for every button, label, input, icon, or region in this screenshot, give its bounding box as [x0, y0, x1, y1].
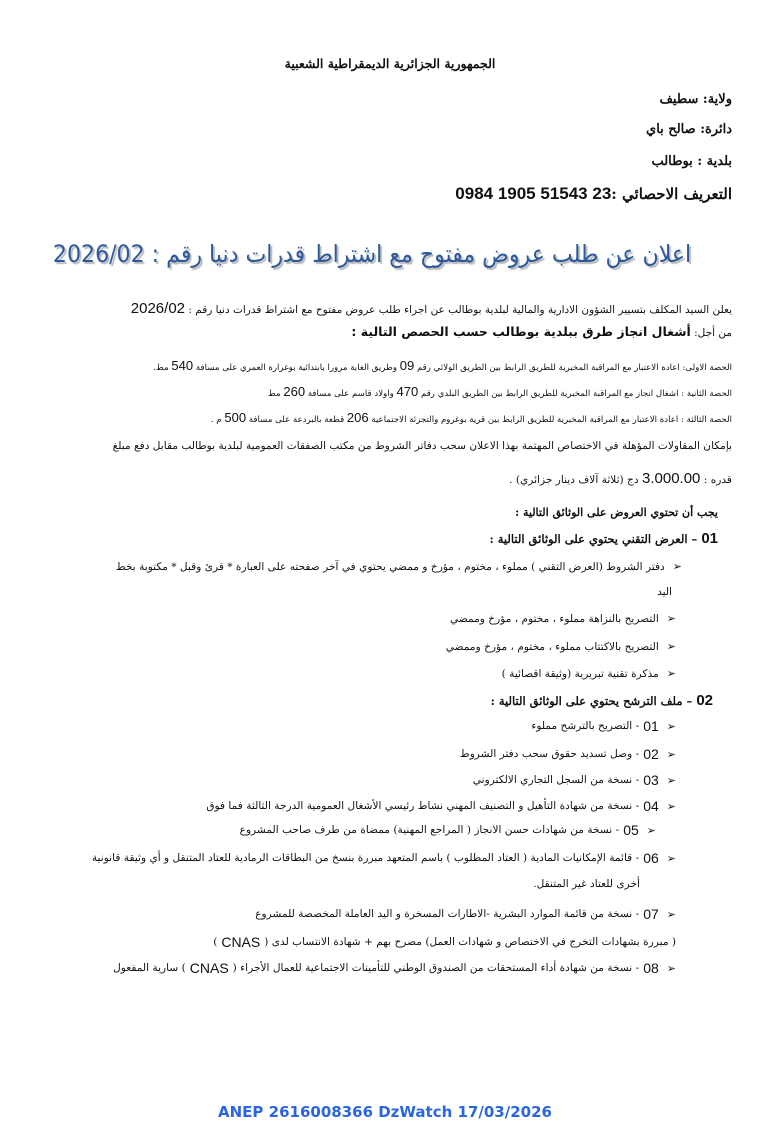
republic-heading: الجمهورية الجزائرية الديمقراطية الشعبية: [284, 56, 496, 71]
wilaya-label: ولاية: سطيف: [659, 92, 732, 107]
item-number: 04: [643, 798, 659, 814]
section-technical-offer: [489, 530, 718, 547]
amount-label: قدره :: [703, 474, 732, 486]
lot-number: 09: [399, 358, 415, 373]
publication-footer: ANEP 2616008366 DzWatch 17/03/2026: [218, 1103, 552, 1121]
item-text: - نسخة من السجل التجاري الالكتروني: [472, 774, 640, 786]
item-number: 07: [643, 906, 659, 922]
lot-item: [153, 358, 732, 373]
arrow-bullet-icon: ➢: [666, 907, 676, 921]
required-documents-heading: يجب أن تحتوي العروض على الوثائق التالية :: [515, 506, 718, 519]
arrow-bullet-icon: ➢: [666, 640, 676, 653]
lot-text: الحصة الاولى: اعادة الاعتبار مع المراقبة المخبرية للطريق الرابط بين الطريق الولائي رقم: [416, 363, 732, 373]
item-text: - التصريح بالترشح مملوء: [531, 720, 640, 732]
lot-distance: 540: [171, 358, 194, 373]
section-title: – ملف الترشح يحتوي على الوثائق التالية :: [490, 694, 693, 708]
arrow-bullet-icon: ➢: [672, 560, 682, 573]
item-number: 02: [643, 746, 659, 762]
item-text: ) سارية المفعول: [113, 962, 186, 974]
withdrawal-amount: [509, 470, 732, 487]
intro-text: يعلن السيد المكلف بتسيير الشؤون الادارية والمالية لبلدية بوطالب عن اجراء طلب عروض مفتوح مع اشتراط قدرات دنيا رقم :: [188, 304, 732, 316]
list-item: [206, 798, 676, 814]
item-text: ( مبررة بشهادات التخرج في الاختصاص و شهادات العمل) مصرح بهم + شهادة الانتساب لدى (: [264, 936, 676, 948]
amount-suffix: دج (ثلاثة آلاف دينار جزائري) .: [509, 474, 639, 486]
item-number: 03: [643, 772, 659, 788]
item-number: 06: [643, 850, 659, 866]
item-text: مذكرة تقنية تبريرية (وثيقة اقصائية ): [501, 667, 659, 680]
lot-text: الحصة الثانية : اشغال انجاز مع المراقبة المخبرية للطريق الرابط بين الطريق البلدي رقم: [420, 389, 732, 399]
lot-number: 470: [396, 384, 419, 399]
daira-label: دائرة: صالح باي: [646, 122, 732, 137]
item-text: - نسخة من شهادة التأهيل و التصنيف المهني نشاط رئيسي الأشغال العمومية الدرجة الثالثة فما فوق: [206, 800, 640, 812]
lot-number: 206: [346, 410, 369, 425]
arrow-bullet-icon: ➢: [666, 773, 676, 787]
item-number: 01: [643, 718, 659, 734]
lot-unit: مط.: [153, 363, 169, 373]
list-item: [240, 822, 656, 838]
list-item-continuation: أخرى للعتاد غير المتنقل.: [533, 878, 640, 890]
amount-value: 3.000.00: [642, 470, 701, 487]
baladia-label: بلدية : بوطالب: [651, 154, 732, 169]
arrow-bullet-icon: ➢: [666, 719, 676, 733]
stat-id-number: 0984 1905 51543 23: [455, 184, 612, 203]
withdrawal-paragraph: بإمكان المقاولات المؤهلة في الاختصاص المهتمة بهذا الاعلان سحب دفاتر الشروط من مكتب الصفقات العمومية لبلدية بوطالب مقابل دفع مبلغ: [112, 440, 732, 452]
arrow-bullet-icon: ➢: [666, 612, 676, 625]
arrow-bullet-icon: ➢: [666, 851, 676, 865]
section-number: 02: [696, 692, 713, 709]
section-number: 01: [701, 530, 718, 547]
list-item: [92, 850, 676, 866]
section-candidacy-file: [491, 692, 713, 709]
arrow-bullet-icon: ➢: [666, 799, 676, 813]
purpose-line: [351, 324, 732, 339]
statistical-id: [455, 184, 732, 204]
lot-text: الحصة الثالثة : اعادة الاعتبار مع المراقبة المخبرية للطريق الرابط بين قرية بوغروم والتجزئة الاجتماعية: [371, 415, 732, 425]
arrow-bullet-icon: ➢: [666, 961, 676, 975]
lot-distance: 500: [224, 410, 247, 425]
item-number: 08: [643, 960, 659, 976]
item-text: التصريح بالاكتتاب مملوء ، مختوم ، مؤرخ وممضي: [445, 640, 659, 653]
item-text: التصريح بالنزاهة مملوء ، مختوم ، مؤرخ وممضي: [449, 612, 659, 625]
item-text: - نسخة من قائمة الموارد البشرية -الاطارات المسخرة و اليد العاملة المخصصة للمشروع: [255, 908, 640, 920]
lot-text: قطعة بالبردعة على مسافة: [248, 415, 345, 425]
announcement-title: اعلان عن طلب عروض مفتوح مع اشتراط قدرات دنيا رقم : 2026/02: [52, 240, 692, 268]
stat-id-label: التعريف الاحصائي :: [611, 185, 732, 203]
item-text: - نسخة من شهادة أداء المستحقات من الصندوق الوطني للتأمينات الاجتماعية للعمال الأجراء (: [232, 962, 640, 974]
arrow-bullet-icon: ➢: [666, 667, 676, 680]
list-item: [116, 560, 682, 573]
tender-number: 2026/02: [130, 300, 186, 317]
list-item: [446, 640, 676, 653]
lot-item: [211, 410, 732, 425]
lot-item: [268, 384, 732, 399]
arrow-bullet-icon: ➢: [666, 747, 676, 761]
list-item: [502, 667, 676, 680]
item-text: - نسخة من شهادات حسن الانجاز ( المراجع المهنية) ممضاة من طرف صاحب المشروع: [239, 824, 620, 836]
purpose-label: من أجل:: [694, 327, 732, 339]
list-item: [113, 960, 676, 976]
list-item-continuation: [213, 934, 676, 950]
lot-text: واولاد قاسم على مسافة: [307, 389, 394, 399]
lot-unit: مط: [267, 389, 281, 399]
item-text: ): [213, 936, 218, 948]
arrow-bullet-icon: ➢: [646, 823, 656, 837]
item-number: 05: [623, 822, 639, 838]
list-item: [450, 612, 676, 625]
lot-text: وطريق الغابة مرورا بابتدائية بوغرارة العمري على مسافة: [195, 363, 397, 373]
item-text: - وصل تسديد حقوق سحب دفتر الشروط: [459, 748, 640, 760]
item-text: دفتر الشروط (العرض التقني ) مملوء ، مختوم ، مؤرخ و ممضي يحتوي في آخر صفحته على العبارة * قرئ وقبل * مكتوبة بخط: [115, 560, 665, 573]
list-item: [473, 772, 676, 788]
lot-distance: 260: [283, 384, 306, 399]
list-item: [255, 906, 676, 922]
section-title: – العرض التقني يحتوي على الوثائق التالية :: [489, 532, 698, 546]
list-item: [531, 718, 676, 734]
lot-unit: م .: [210, 415, 222, 425]
purpose-title: أشغال انجاز طرق ببلدية بوطالب حسب الحصص التالية :: [351, 324, 691, 339]
list-item: [460, 746, 676, 762]
list-item-continuation: اليد: [657, 586, 672, 598]
cnas-code: CNAS: [221, 934, 261, 950]
item-text: - قائمة الإمكانيات المادية ( العتاد المطلوب ) باسم المتعهد مبررة بنسخ من البطاقات الرمادية للعتاد المتنقل و أي وثيقة قانونية: [91, 852, 640, 864]
cnas-code: CNAS: [189, 960, 229, 976]
intro-paragraph: [131, 300, 732, 317]
